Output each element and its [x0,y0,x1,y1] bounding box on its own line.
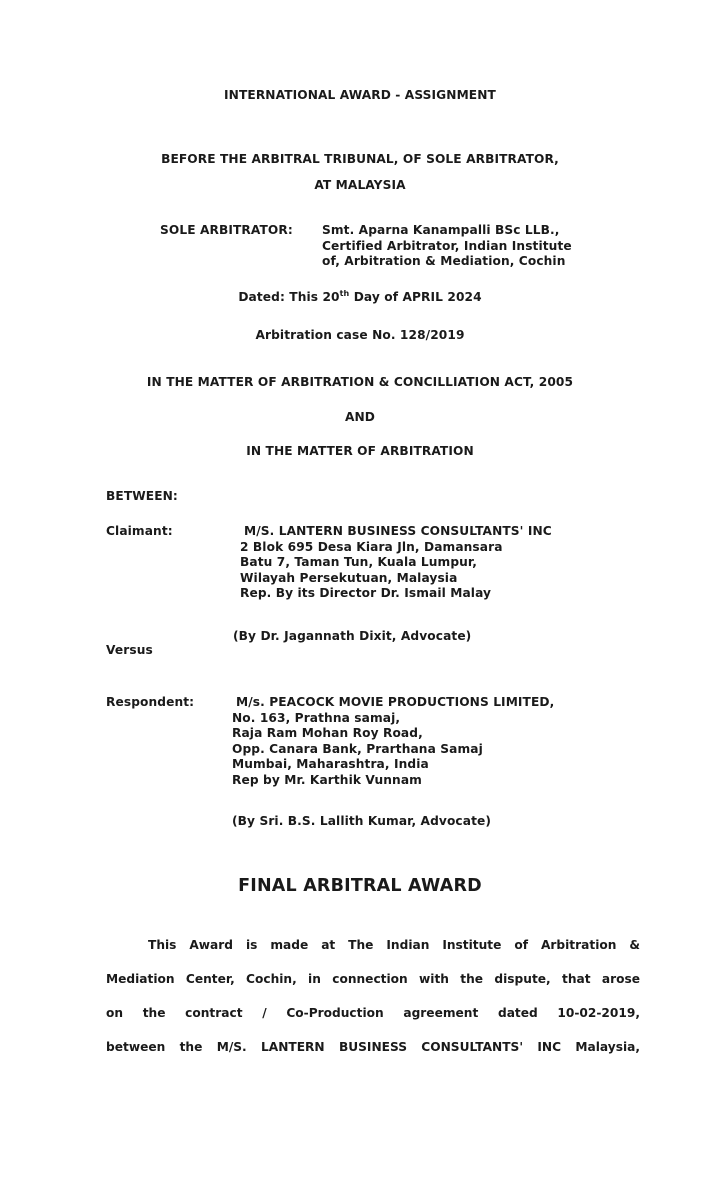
dated-ordinal: th [339,289,350,298]
dated-line [0,290,720,304]
dated-prefix: Dated: This 20 [238,290,340,304]
sole-arbitrator-line: Certified Arbitrator, Indian Institute [322,238,572,253]
respondent-name: M/s. PEACOCK MOVIE PRODUCTIONS LIMITED, [236,695,555,709]
claimant-details [240,524,552,602]
tribunal-line-1: BEFORE THE ARBITRAL TRIBUNAL, OF SOLE ARBITRATOR, [161,152,559,166]
sole-arbitrator-details [322,223,572,270]
respondent-representative: Rep by Mr. Karthik Vunnam [232,772,422,787]
claimant-representative: Rep. By its Director Dr. Ismail Malay [240,586,492,601]
paragraph-line: Mediation Center, Cochin, in connection with the dispute, that arose [106,972,640,986]
case-number: Arbitration case No. 128/2019 [255,328,465,342]
respondent-address-line: No. 163, Prathna samaj, [232,710,401,725]
claimant-name: M/S. LANTERN BUSINESS CONSULTANTS' INC [244,524,552,538]
respondent-label: Respondent: [106,695,195,709]
claimant-advocate: (By Dr. Jagannath Dixit, Advocate) [233,629,472,643]
claimant-label: Claimant: [106,524,173,538]
final-award-title: FINAL ARBITRAL AWARD [238,876,482,896]
and-heading: AND [344,410,376,424]
paragraph-line: between the M/S. LANTERN BUSINESS CONSULTANTS' INC Malaysia, [106,1040,640,1054]
document-heading: INTERNATIONAL AWARD - ASSIGNMENT [224,88,496,102]
matter-arbitration-heading: IN THE MATTER OF ARBITRATION [246,444,474,458]
paragraph-line: This Award is made at The Indian Institute of Arbitration & [148,938,640,952]
sole-arbitrator-line: of, Arbitration & Mediation, Cochin [322,254,566,268]
award-paragraph [106,928,640,1064]
sole-arbitrator-line: Smt. Aparna Kanampalli BSc LLB., [322,223,560,237]
sole-arbitrator-label: SOLE ARBITRATOR: [160,223,293,237]
respondent-address-line: Raja Ram Mohan Roy Road, [232,726,423,741]
versus-label: Versus [106,643,153,657]
matter-act-heading: IN THE MATTER OF ARBITRATION & CONCILLIATION ACT, 2005 [146,375,574,389]
paragraph-line: on the contract / Co-Production agreement dated 10-02-2019, [106,1006,640,1020]
respondent-address-line: Mumbai, Maharashtra, India [232,757,429,772]
respondent-advocate: (By Sri. B.S. Lallith Kumar, Advocate) [232,814,492,828]
between-label: BETWEEN: [106,489,178,503]
claimant-address-line: 2 Blok 695 Desa Kiara Jln, Damansara [240,539,503,554]
claimant-address-line: Batu 7, Taman Tun, Kuala Lumpur, [240,555,477,570]
claimant-address-line: Wilayah Persekutuan, Malaysia [240,570,458,585]
respondent-address-line: Opp. Canara Bank, Prarthana Samaj [232,741,483,756]
respondent-details [232,695,554,789]
dated-suffix: Day of APRIL 2024 [349,290,482,304]
tribunal-line-2: AT MALAYSIA [314,178,406,192]
